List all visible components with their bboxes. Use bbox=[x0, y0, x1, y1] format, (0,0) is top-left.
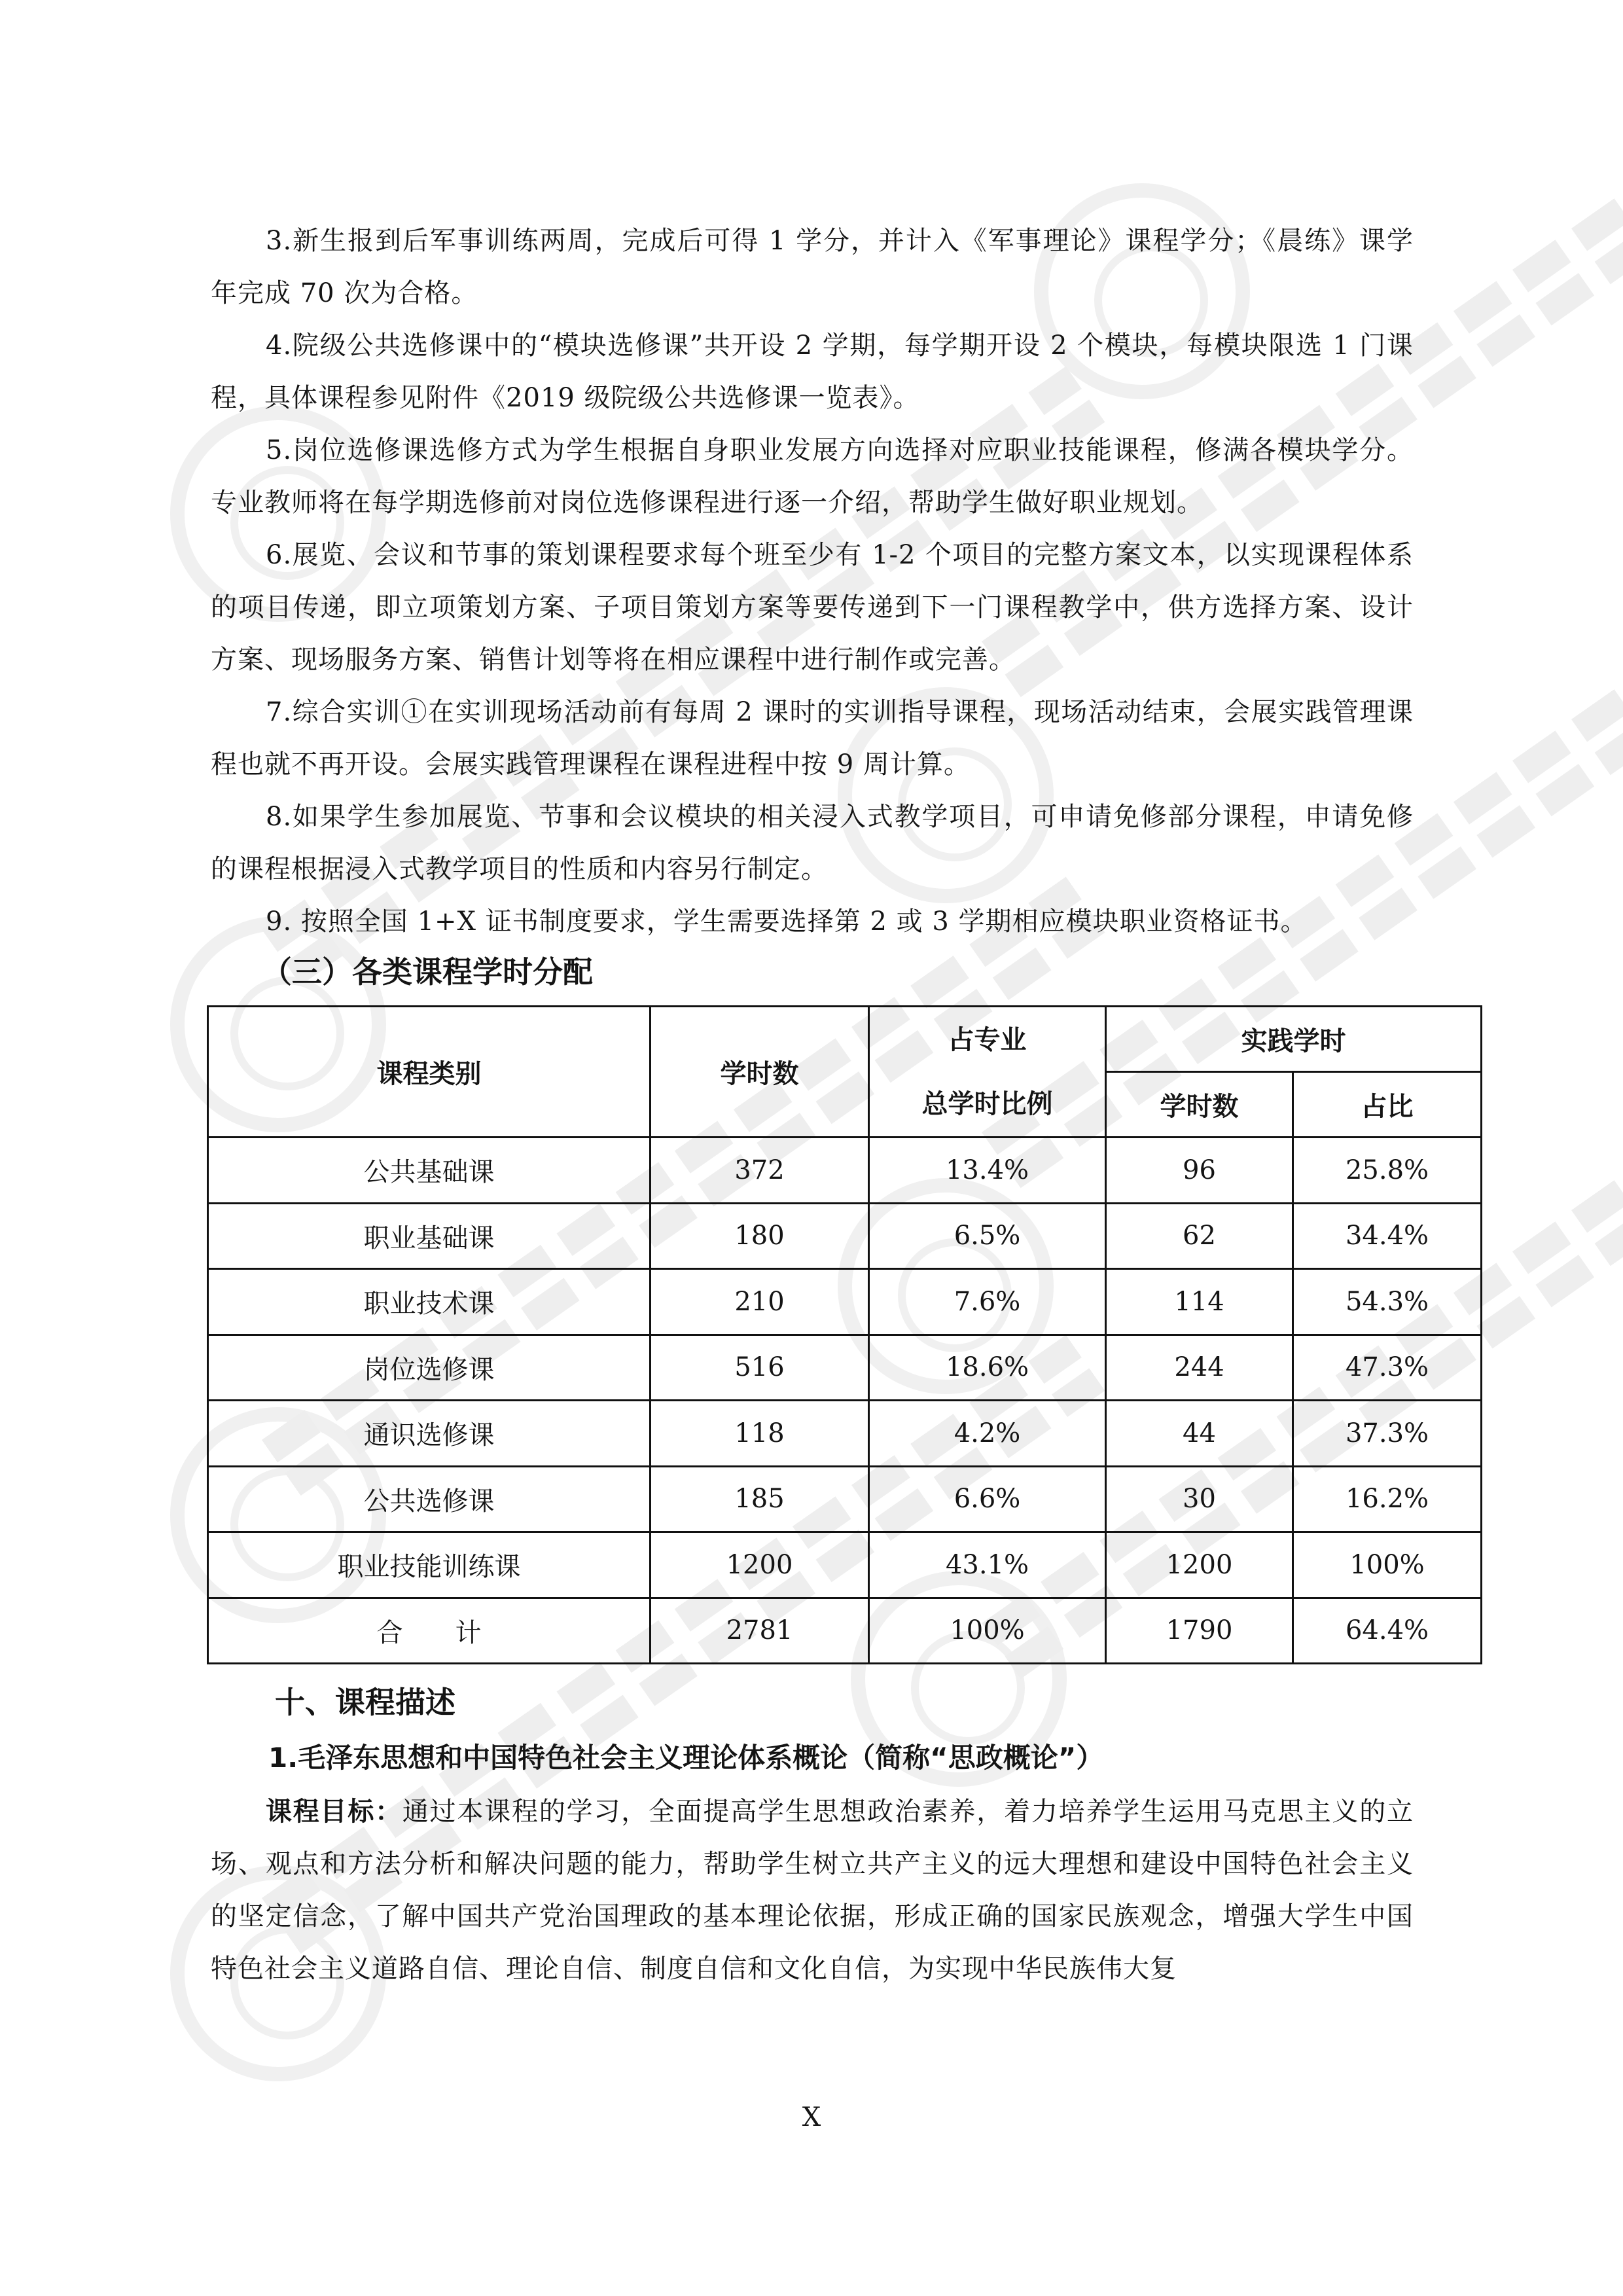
cell-category: 通识选修课 bbox=[208, 1401, 651, 1467]
cell-practice-hours: 30 bbox=[1106, 1466, 1293, 1532]
course-hours-table bbox=[207, 1005, 1482, 1664]
section-title-course-description: 十、课程描述 bbox=[275, 1685, 455, 1720]
cell-ratio: 6.5% bbox=[869, 1203, 1106, 1269]
header-ratio-line2: 总学时比例 bbox=[921, 1088, 1053, 1119]
table-row bbox=[208, 1138, 1482, 1204]
header-ratio-line1: 占专业 bbox=[948, 1024, 1027, 1055]
table-row bbox=[208, 1532, 1482, 1598]
header-ratio bbox=[869, 1007, 1106, 1138]
cell-category: 职业技术课 bbox=[208, 1269, 651, 1335]
page-number: Ⅹ bbox=[802, 2102, 821, 2132]
course-1-goal-text: 通过本课程的学习，全面提高学生思想政治素养，着力培养学生运用马克思主义的立场、观点和方法分析和解决问题的能力，帮助学生树立共产主义的远大理想和建设中国特色社会主义的坚定信念，了解中国共产党治国理政的基本理论依据，形成正确的国家民族观念，增强大学生中国特色社会主义道路自信、理论自信、制度自信和文化自信，为实现中华民族伟大复 bbox=[211, 1797, 1414, 1984]
header-hours: 学时数 bbox=[651, 1007, 869, 1138]
cell-practice-ratio: 64.4% bbox=[1293, 1598, 1482, 1664]
header-practice-ratio: 占比 bbox=[1293, 1072, 1482, 1138]
table-row bbox=[208, 1269, 1482, 1335]
cell-category: 公共选修课 bbox=[208, 1466, 651, 1532]
cell-hours: 516 bbox=[651, 1335, 869, 1401]
cell-category: 岗位选修课 bbox=[208, 1335, 651, 1401]
cell-ratio: 18.6% bbox=[869, 1335, 1106, 1401]
cell-practice-ratio: 34.4% bbox=[1293, 1203, 1482, 1269]
cell-hours: 185 bbox=[651, 1466, 869, 1532]
cell-practice-ratio: 25.8% bbox=[1293, 1138, 1482, 1204]
course-1-goal-label: 课程目标： bbox=[266, 1797, 402, 1827]
table-row bbox=[208, 1466, 1482, 1532]
cell-category: 合 计 bbox=[208, 1598, 651, 1664]
table-row bbox=[208, 1401, 1482, 1467]
header-practice-hours: 学时数 bbox=[1106, 1072, 1293, 1138]
cell-practice-hours: 96 bbox=[1106, 1138, 1293, 1204]
cell-hours: 180 bbox=[651, 1203, 869, 1269]
cell-hours: 118 bbox=[651, 1401, 869, 1467]
cell-practice-ratio: 100% bbox=[1293, 1532, 1482, 1598]
cell-practice-ratio: 54.3% bbox=[1293, 1269, 1482, 1335]
note-paragraph-9: 9. 按照全国 1+X 证书制度要求，学生需要选择第 2 或 3 学期相应模块职业资格证书。 bbox=[266, 906, 1308, 937]
cell-ratio: 6.6% bbox=[869, 1466, 1106, 1532]
cell-category: 职业基础课 bbox=[208, 1203, 651, 1269]
cell-practice-hours: 244 bbox=[1106, 1335, 1293, 1401]
cell-practice-hours: 1200 bbox=[1106, 1532, 1293, 1598]
cell-practice-ratio: 47.3% bbox=[1293, 1335, 1482, 1401]
course-1-title: 1.毛泽东思想和中国特色社会主义理论体系概论（简称“思政概论”） bbox=[268, 1742, 1104, 1774]
cell-practice-hours: 1790 bbox=[1106, 1598, 1293, 1664]
note-paragraph-8: 8.如果学生参加展览、节事和会议模块的相关浸入式教学项目，可申请免修部分课程，申请免修的课程根据浸入式教学项目的性质和内容另行制定。 bbox=[211, 802, 1414, 884]
cell-ratio: 7.6% bbox=[869, 1269, 1106, 1335]
section-title-hours: （三）各类课程学时分配 bbox=[262, 954, 593, 990]
cell-ratio: 13.4% bbox=[869, 1138, 1106, 1204]
note-paragraph-3: 3.新生报到后军事训练两周，完成后可得 1 学分，并计入《军事理论》课程学分；《晨练》课学年完成 70 次为合格。 bbox=[211, 226, 1414, 308]
note-paragraph-7: 7.综合实训①在实训现场活动前有每周 2 课时的实训指导课程，现场活动结束，会展实践管理课程也就不再开设。会展实践管理课程在课程进程中按 9 周计算。 bbox=[211, 697, 1414, 780]
cell-hours: 210 bbox=[651, 1269, 869, 1335]
table-row bbox=[208, 1335, 1482, 1401]
note-paragraph-6: 6.展览、会议和节事的策划课程要求每个班至少有 1-2 个项目的完整方案文本，以实现课程体系的项目传递，即立项策划方案、子项目策划方案等要传递到下一门课程教学中，供方选择方案、设计方案、现场服务方案、销售计划等将在相应课程中进行制作或完善。 bbox=[211, 540, 1414, 675]
cell-practice-hours: 44 bbox=[1106, 1401, 1293, 1467]
cell-practice-ratio: 37.3% bbox=[1293, 1401, 1482, 1467]
cell-ratio: 100% bbox=[869, 1598, 1106, 1664]
cell-hours: 1200 bbox=[651, 1532, 869, 1598]
note-paragraph-5: 5.岗位选修课选修方式为学生根据自身职业发展方向选择对应职业技能课程，修满各模块学分。专业教师将在每学期选修前对岗位选修课程进行逐一介绍，帮助学生做好职业规划。 bbox=[211, 435, 1414, 518]
note-paragraph-4: 4.院级公共选修课中的“模块选修课”共开设 2 学期，每学期开设 2 个模块，每模块限选 1 门课程，具体课程参见附件《2019 级院级公共选修课一览表》。 bbox=[211, 331, 1414, 413]
cell-practice-hours: 114 bbox=[1106, 1269, 1293, 1335]
cell-hours: 372 bbox=[651, 1138, 869, 1204]
cell-ratio: 43.1% bbox=[869, 1532, 1106, 1598]
header-category: 课程类别 bbox=[208, 1007, 651, 1138]
cell-hours: 2781 bbox=[651, 1598, 869, 1664]
table-row bbox=[208, 1203, 1482, 1269]
cell-ratio: 4.2% bbox=[869, 1401, 1106, 1467]
cell-category: 公共基础课 bbox=[208, 1138, 651, 1204]
cell-practice-hours: 62 bbox=[1106, 1203, 1293, 1269]
header-practice: 实践学时 bbox=[1106, 1007, 1482, 1072]
course-1-goal-paragraph bbox=[211, 1785, 1414, 1995]
cell-practice-ratio: 16.2% bbox=[1293, 1466, 1482, 1532]
cell-category: 职业技能训练课 bbox=[208, 1532, 651, 1598]
table-total-row bbox=[208, 1598, 1482, 1664]
